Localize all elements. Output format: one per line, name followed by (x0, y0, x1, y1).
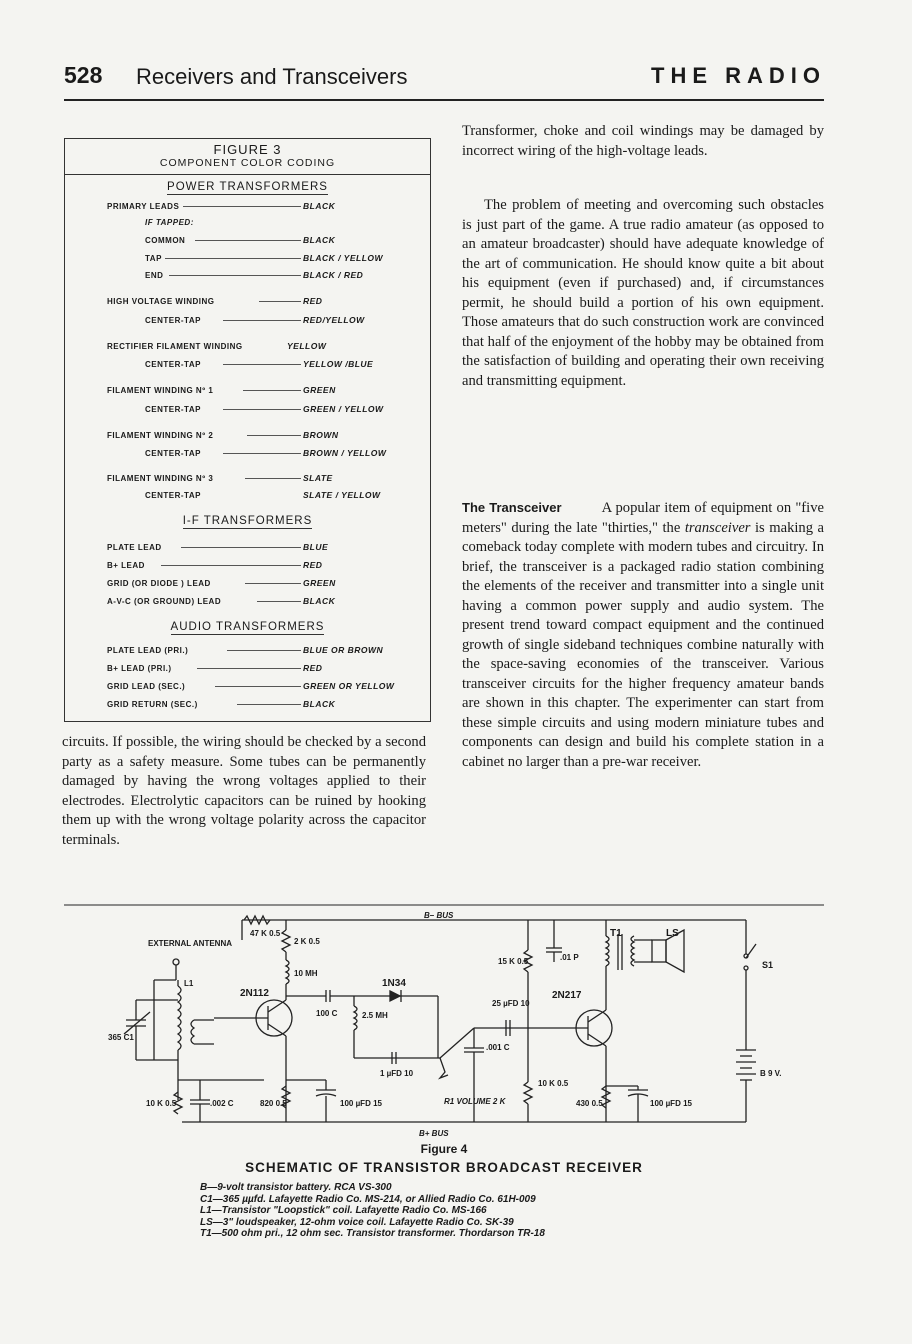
r820-label: 820 0.5 (260, 1099, 287, 1108)
color-label: RED (303, 663, 323, 673)
color-label: BLUE OR BROWN (303, 645, 384, 655)
color-label: BLUE (303, 542, 329, 552)
lead-label: GRID RETURN (SEC.) (107, 700, 198, 709)
lead-line (165, 258, 301, 259)
lead-label: CENTER-TAP (145, 449, 201, 458)
lead-label: CENTER-TAP (145, 360, 201, 369)
header-rule (64, 99, 824, 101)
lead-line (259, 301, 301, 302)
b-minus-bus-label: B– BUS (424, 911, 454, 920)
color-label: GREEN (303, 578, 336, 588)
lead-label: RECTIFIER FILAMENT WINDING (107, 342, 243, 351)
right-paragraph-2: The problem of meeting and overcoming such obstacles is just part of the game. A true radio amateur (as opposed to an amateur broadcaster) should have adequate knowledge of the art of communication. He should know quite a bit about his equipment (even if purchased) and, if circumstances permit, he should build a portion of his own equipment. Those amateurs that do such construction work are convinced that half of the enjoyment of the hobby may be obtained from the satisfaction of building and operating their own receiving and transmitting equipment. (462, 197, 824, 389)
color-label: BLACK / YELLOW (303, 253, 384, 263)
lead-line (247, 435, 301, 436)
lead-label: HIGH VOLTAGE WINDING (107, 297, 215, 306)
ls-label: LS (666, 928, 679, 939)
c1-label: 365 C1 (108, 1033, 134, 1042)
color-label: RED (303, 560, 323, 570)
battery-label: B 9 V. (760, 1069, 782, 1078)
b-plus-bus-label: B+ BUS (419, 1129, 449, 1138)
lead-label: IF TAPPED: (145, 218, 194, 227)
r10k-a-label: 10 K 0.5 (146, 1099, 177, 1108)
figure3-title: FIGURE 3 (213, 142, 282, 157)
l1-label: L1 (184, 979, 194, 988)
lead-line (245, 478, 301, 479)
choke10-label: 10 MH (294, 969, 318, 978)
figure4-legend (200, 1182, 545, 1240)
page-number: 528 (64, 62, 103, 88)
transceiver-italic: transceiver (684, 519, 751, 536)
color-label: YELLOW /BLUE (303, 359, 374, 369)
lead-label: GRID LEAD (SEC.) (107, 682, 186, 691)
diode-label: 1N34 (382, 978, 406, 989)
lead-label: TAP (145, 254, 162, 263)
lead-label: PRIMARY LEADS (107, 202, 180, 211)
color-label: GREEN / YELLOW (303, 404, 384, 414)
r1-label: R1 VOLUME 2 K (444, 1097, 506, 1106)
lead-line (183, 206, 301, 207)
paragraph: circuits. If possible, the wiring should be checked by a second party as a safety measure. Some tubes can be permanently damaged by having the wrong voltages applied to their electrodes. Electrolytic capacitors can be ruined by hooking them up with the wrong voltage polarity across the capacitor terminals. (62, 734, 426, 848)
color-label: GREEN OR YELLOW (303, 681, 395, 691)
color-label: BLACK (303, 201, 336, 211)
s1-label: S1 (762, 960, 774, 970)
c1ufd-label: 1 µFD 10 (380, 1069, 414, 1078)
color-label: RED (303, 296, 323, 306)
figure3-divider (65, 174, 430, 175)
color-label: BLACK (303, 699, 336, 709)
t1-label: T1 (610, 928, 622, 939)
color-label: BLACK (303, 235, 336, 245)
r430-label: 430 0.5 (576, 1099, 603, 1108)
figure3-color-coding-table (64, 138, 431, 722)
figure4-label: Figure 4 (420, 1142, 468, 1156)
legend-item: T1—500 ohm pri., 12 ohm sec. Transistor transformer. Thordarson TR-18 (200, 1228, 545, 1239)
lead-label: PLATE LEAD (107, 543, 162, 552)
color-label: GREEN (303, 385, 336, 395)
lead-label: FILAMENT WINDING Nº 1 (107, 386, 214, 395)
color-label: RED/YELLOW (303, 315, 365, 325)
legend-item: B—9-volt transistor battery. RCA VS-300 (200, 1182, 392, 1193)
lead-line (197, 668, 301, 669)
r15k-label: 15 K 0.5 (498, 957, 529, 966)
lead-line (181, 547, 301, 548)
r47k-label: 47 K 0.5 (250, 929, 281, 938)
lead-line (215, 686, 301, 687)
section-title: Receivers and Transceivers (136, 64, 408, 89)
lead-label: FILAMENT WINDING Nº 3 (107, 474, 214, 483)
c25ufd-label: 25 µFD 10 (492, 999, 530, 1008)
lead-label: FILAMENT WINDING Nº 2 (107, 431, 214, 440)
antenna-label: EXTERNAL ANTENNA (148, 939, 233, 948)
q1-label: 2N112 (240, 988, 269, 999)
lead-line (257, 601, 301, 602)
color-label: YELLOW (287, 341, 327, 351)
section-heading-audio: AUDIO TRANSFORMERS (170, 621, 325, 633)
c002-label: .002 C (210, 1099, 234, 1108)
transceiver-heading: The Transceiver (462, 500, 562, 515)
schematic-diagram (64, 900, 824, 1140)
schematic-figure4 (64, 900, 824, 1140)
lead-line (169, 275, 301, 276)
lead-line (227, 650, 301, 651)
color-label: BROWN (303, 430, 339, 440)
legend-item: L1—Transistor "Loopstick" coil. Lafayette Radio Co. MS-166 (200, 1205, 487, 1216)
figure3-subtitle: COMPONENT COLOR CODING (159, 157, 336, 169)
c01-label: .01 P (560, 953, 579, 962)
lead-label: CENTER-TAP (145, 491, 201, 500)
c001-label: .001 C (486, 1043, 510, 1052)
figure4-caption: SCHEMATIC OF TRANSISTOR BROADCAST RECEIVER (245, 1160, 643, 1175)
right-paragraph-1: Transformer, choke and coil windings may be damaged by incorrect wiring of the high-voltage leads. (462, 123, 824, 159)
lead-label: CENTER-TAP (145, 405, 201, 414)
lead-label: A-V-C (OR GROUND) LEAD (107, 597, 222, 606)
lead-line (223, 453, 301, 454)
color-label: SLATE / YELLOW (303, 490, 381, 500)
lead-line (223, 409, 301, 410)
color-label: BROWN / YELLOW (303, 448, 387, 458)
lead-label: GRID (OR DIODE ) LEAD (107, 579, 211, 588)
lead-line (243, 390, 301, 391)
legend-item: C1—365 µµfd. Lafayette Radio Co. MS-214, or Allied Radio Co. 61H-009 (200, 1193, 536, 1205)
book-title: THE RADIO (651, 63, 826, 88)
section-heading-if: I-F TRANSFORMERS (182, 515, 313, 527)
lead-line (237, 704, 301, 705)
legend-item: LS—3" loudspeaker, 12-ohm voice coil. Lafayette Radio Co. SK-39 (200, 1216, 514, 1228)
q2-label: 2N217 (552, 990, 582, 1001)
color-label: BLACK / RED (303, 270, 364, 280)
lead-label: B+ LEAD (PRI.) (107, 664, 172, 673)
lead-line (223, 320, 301, 321)
lead-line (245, 583, 301, 584)
color-label: SLATE (303, 473, 333, 483)
lead-label: COMMON (145, 236, 186, 245)
left-column-text (62, 733, 426, 850)
c100-label: 100 C (316, 1009, 338, 1018)
color-label: BLACK (303, 596, 336, 606)
section-heading-power: POWER TRANSFORMERS (167, 181, 328, 193)
lead-line (223, 364, 301, 365)
r10k-b-label: 10 K 0.5 (538, 1079, 569, 1088)
c100ufd-a-label: 100 µFD 15 (340, 1099, 382, 1108)
c100ufd-b-label: 100 µFD 15 (650, 1099, 692, 1108)
transceiver-paragraph: The Transceiver A popular item of equipment on "five meters" during the late "thirties," the transceiver is making a comeback today complete with modern tubes and circuitry. In brief, the transceiver is a packaged radio station combining the elements of the receiver and transmitter into a single unit having a common power supply and audio system. The present trend toward compact equipment and the continued growth of single sideband techniques combine naturally with the space-saving economies of the transceiver. Various transceiver circuits for the higher frequency amateur bands are shown in this chapter. The experimenter can start from these simple circuits and using modern miniature tubes and components can design and build his complete station in a cabinet no larger than a pre-war receiver. (462, 500, 824, 770)
r2k-label: 2 K 0.5 (294, 937, 320, 946)
lead-label: END (145, 271, 164, 280)
choke25-label: 2.5 MH (362, 1011, 388, 1020)
lead-line (161, 565, 301, 566)
lead-label: CENTER-TAP (145, 316, 201, 325)
lead-label: PLATE LEAD (PRI.) (107, 646, 189, 655)
lead-label: B+ LEAD (107, 561, 145, 570)
lead-line (195, 240, 301, 241)
